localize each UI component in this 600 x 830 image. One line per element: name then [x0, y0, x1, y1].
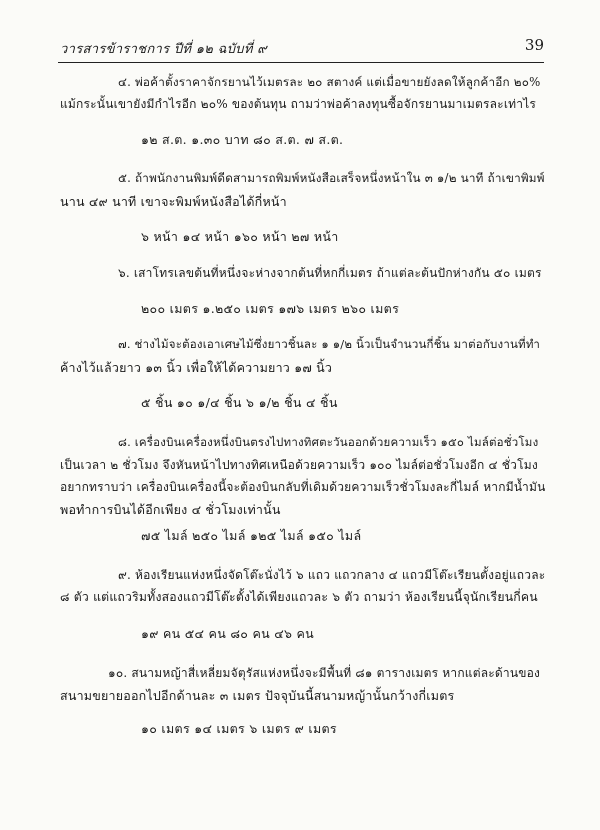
question-10-options: ๑๐ เมตร ๑๔ เมตร ๖ เมตร ๙ เมตร: [141, 721, 337, 736]
page-header: [60, 38, 544, 60]
question-7-line-2: ค้างไว้แล้วยาว ๑๓ นิ้ว เพื่อให้ได้ความยาว ๑๗ นิ้ว: [60, 360, 333, 375]
question-8-line-1: ๘. เครื่องบินเครื่องหนึ่งบินตรงไปทางทิศตะวันออกด้วยความเร็ว ๑๕๐ ไมล์ต่อชั่วโมง: [118, 435, 539, 449]
question-8-options: ๗๕ ไมล์ ๒๕๐ ไมล์ ๑๒๕ ไมล์ ๑๕๐ ไมล์: [141, 528, 362, 543]
question-4-line-2: แม้กระนั้นเขายังมีกำไรอีก ๒๐% ของต้นทุน ถามว่าพ่อค้าลงทุนซื้อจักรยานมาเมตรละเท่าไร: [60, 97, 537, 111]
question-9-line-1: ๙. ห้องเรียนแห่งหนึ่งจัดโต๊ะนั่งไว้ ๖ แถว แถวกลาง ๔ แถวมีโต๊ะเรียนตั้งอยู่แถวละ: [118, 568, 546, 582]
question-8-line-4: พอทำการบินได้อีกเพียง ๔ ชั่วโมงเท่านั้น: [60, 502, 281, 517]
question-4-options: ๑๒ ส.ต. ๑.๓๐ บาท ๘๐ ส.ต. ๗ ส.ต.: [141, 132, 344, 147]
question-4-line-1: ๔. พ่อค้าตั้งราคาจักรยานไว้เมตรละ ๒๐ สตางค์ แต่เมื่อขายยังลดให้ลูกค้าอีก ๒๐%: [118, 75, 541, 89]
question-8-line-2: เป็นเวลา ๒ ชั่วโมง จึงหันหน้าไปทางทิศเหนือด้วยความเร็ว ๑๐๐ ไมล์ต่อชั่วโมงอีก ๔ ชั่วโมง: [60, 458, 538, 472]
header-rule: [58, 62, 544, 63]
question-7-line-1: ๗. ช่างไม้จะต้องเอาเศษไม้ซึ่งยาวชิ้นละ ๑ ๑/๒ นิ้วเป็นจำนวนกี่ชิ้น มาต่อกับงานที่ทำ: [118, 337, 541, 351]
question-9-options: ๑๙ คน ๕๔ คน ๘๐ คน ๔๖ คน: [141, 626, 315, 641]
question-10-line-2: สนามขยายออกไปอีกด้านละ ๓ เมตร ปัจจุบันนี้สนามหญ้านั้นกว้างกี่เมตร: [60, 688, 455, 703]
question-6-options: ๒๐๐ เมตร ๑.๒๕๐ เมตร ๑๗๖ เมตร ๒๖๐ เมตร: [141, 301, 400, 316]
question-6-line-1: ๖. เสาโทรเลขต้นที่หนึ่งจะห่างจากต้นที่หกกี่เมตร ถ้าแต่ละต้นปักห่างกัน ๕๐ เมตร: [118, 266, 542, 280]
question-5-options: ๖ หน้า ๑๔ หน้า ๑๖๐ หน้า ๒๗ หน้า: [141, 229, 339, 244]
question-8-line-3: อยากทราบว่า เครื่องบินเครื่องนี้จะต้องบินกลับที่เดิมด้วยความเร็วชั่วโมงละกี่ไมล์ หากมีน้ำมัน: [60, 480, 546, 494]
question-5-line-1: ๕. ถ้าพนักงานพิมพ์ดีดสามารถพิมพ์หนังสือเสร็จหนึ่งหน้าใน ๓ ๑/๒ นาที ถ้าเขาพิมพ์: [118, 171, 545, 185]
question-5-line-2: นาน ๔๙ นาที เขาจะพิมพ์หนังสือได้กี่หน้า: [60, 194, 287, 209]
page-number: 39: [524, 36, 544, 54]
question-10-line-1: ๑๐. สนามหญ้าสี่เหลี่ยมจัตุรัสแห่งหนึ่งจะมีพื้นที่ ๘๑ ตารางเมตร หากแต่ละด้านของ: [108, 666, 541, 680]
journal-title: วารสารข้าราชการ ปีที่ ๑๒ ฉบับที่ ๙: [60, 42, 267, 57]
question-7-options: ๕ ชิ้น ๑๐ ๑/๔ ชิ้น ๖ ๑/๒ ชิ้น ๔ ชิ้น: [141, 395, 338, 410]
question-9-line-2: ๘ ตัว แต่แถวริมทั้งสองแถวมีโต๊ะตั้งได้เพียงแถวละ ๖ ตัว ถามว่า ห้องเรียนนี้จุนักเรียนกี่คน: [60, 590, 538, 604]
